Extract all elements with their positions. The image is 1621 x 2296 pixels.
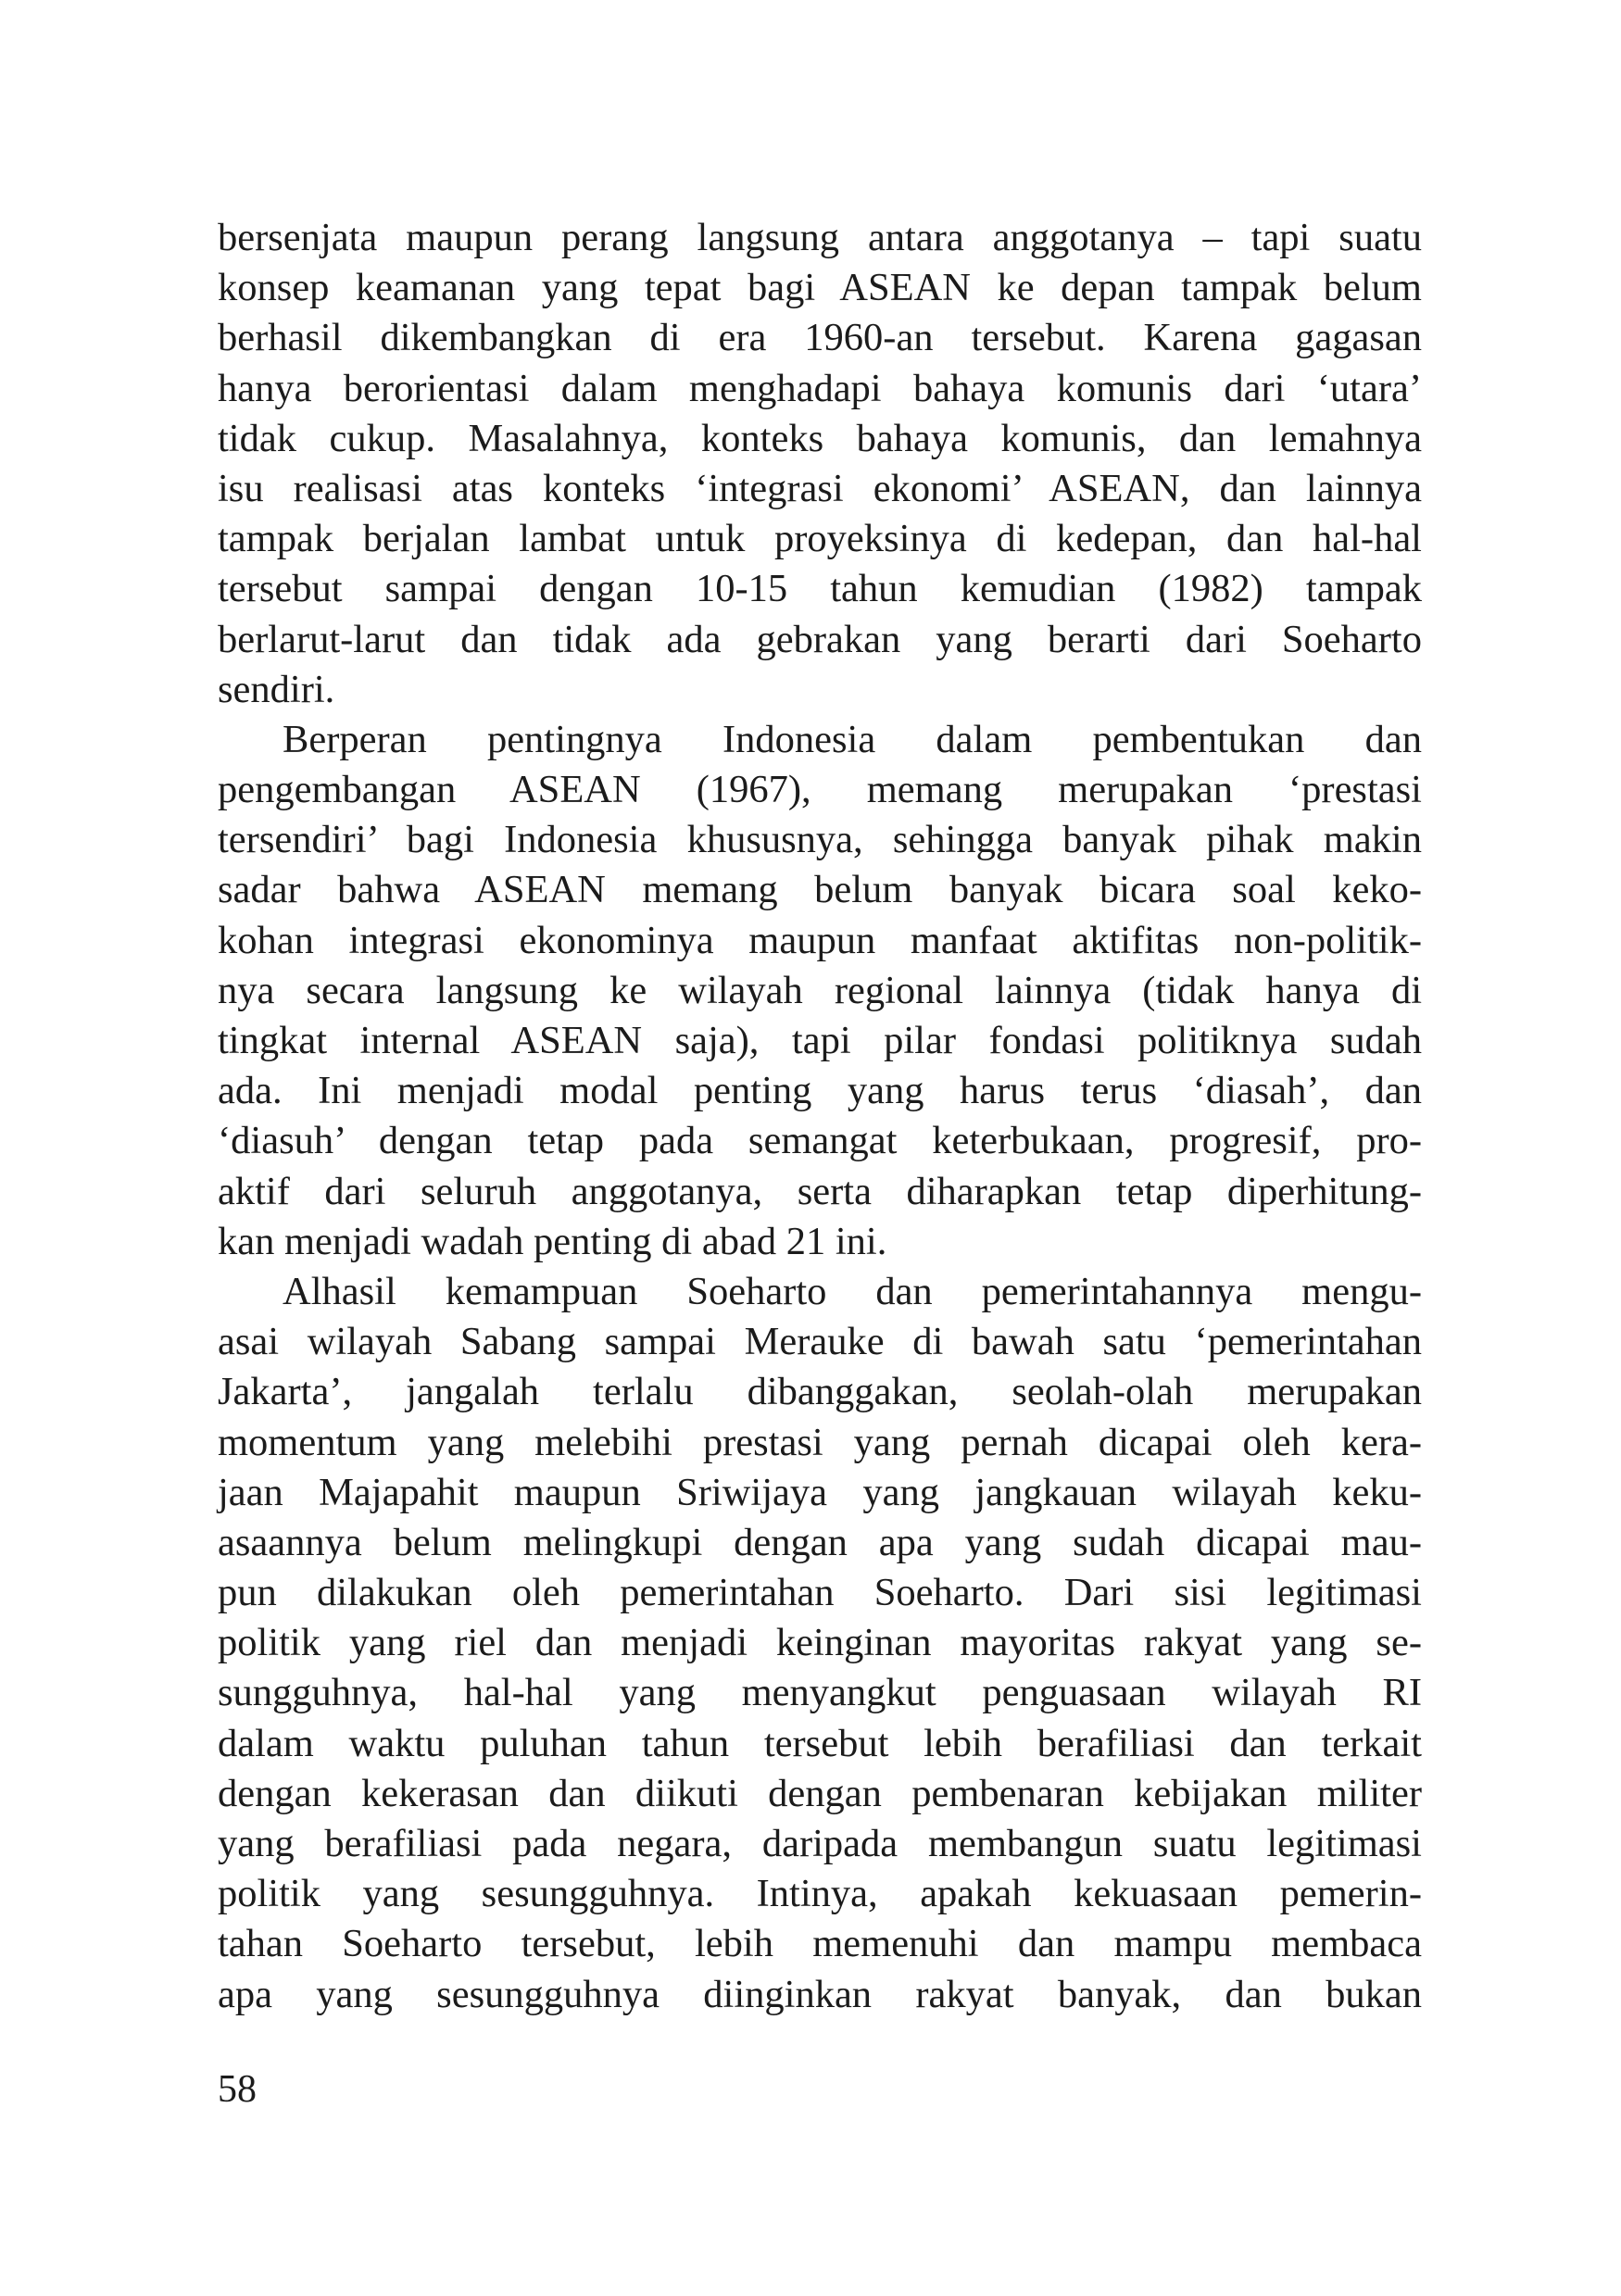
text-line: isu realisasi atas konteks ‘integrasi ekonomi’ ASEAN, dan lainnya: [218, 466, 1422, 510]
text-line: sadar bahwa ASEAN memang belum banyak bicara soal keko-: [218, 868, 1422, 912]
page-number: 58: [218, 2068, 257, 2111]
paragraph-2: [218, 715, 1422, 1267]
text-line: dalam waktu puluhan tahun tersebut lebih berafiliasi dan terkait: [218, 1721, 1422, 1765]
text-line: tingkat internal ASEAN saja), tapi pilar fondasi politiknya sudah: [218, 1019, 1422, 1062]
text-line: berhasil dikembangkan di era 1960-an tersebut. Karena gagasan: [218, 316, 1422, 360]
text-line: pun dilakukan oleh pemerintahan Soeharto. Dari sisi legitimasi: [218, 1571, 1422, 1615]
text-line: asai wilayah Sabang sampai Merauke di bawah satu ‘pemerintahan: [218, 1320, 1422, 1364]
text-line: pengembangan ASEAN (1967), memang merupakan ‘prestasi: [218, 768, 1422, 812]
body-text: [218, 213, 1422, 2020]
text-line: kan menjadi wadah penting di abad 21 ini.: [218, 1219, 887, 1263]
text-line: hanya berorientasi dalam menghadapi bahaya komunis dari ‘utara’: [218, 366, 1422, 410]
text-line: sungguhnya, hal-hal yang menyangkut penguasaan wilayah RI: [218, 1671, 1422, 1715]
text-line: apa yang sesungguhnya diinginkan rakyat banyak, dan bukan: [218, 1972, 1422, 2016]
text-line: tampak berjalan lambat untuk proyeksinya di kedepan, dan hal-hal: [218, 517, 1422, 561]
paragraph-3: [218, 1267, 1422, 2020]
text-line: ada. Ini menjadi modal penting yang harus terus ‘diasah’, dan: [218, 1069, 1422, 1113]
text-line: Alhasil kemampuan Soeharto dan pemerintahannya mengu-: [283, 1269, 1422, 1313]
text-line: sendiri.: [218, 667, 335, 711]
text-line: tersendiri’ bagi Indonesia khususnya, sehingga banyak pihak makin: [218, 818, 1422, 862]
text-line: konsep keamanan yang tepat bagi ASEAN ke depan tampak belum: [218, 266, 1422, 310]
text-line: dengan kekerasan dan diikuti dengan pembenaran kebijakan militer: [218, 1771, 1422, 1815]
text-line: yang berafiliasi pada negara, daripada membangun suatu legitimasi: [218, 1822, 1422, 1865]
text-line: tersebut sampai dengan 10-15 tahun kemudian (1982) tampak: [218, 567, 1422, 611]
text-line: Jakarta’, jangalah terlalu dibanggakan, seolah-olah merupakan: [218, 1370, 1422, 1414]
text-line: jaan Majapahit maupun Sriwijaya yang jangkauan wilayah keku-: [218, 1470, 1422, 1514]
text-line: tahan Soeharto tersebut, lebih memenuhi dan mampu membaca: [218, 1922, 1422, 1966]
text-line: nya secara langsung ke wilayah regional lainnya (tidak hanya di: [218, 968, 1422, 1012]
paragraph-1: [218, 213, 1422, 715]
text-line: politik yang riel dan menjadi keinginan mayoritas rakyat yang se-: [218, 1621, 1422, 1665]
text-line: ‘diasuh’ dengan tetap pada semangat keterbukaan, progresif, pro-: [218, 1119, 1422, 1163]
text-line: aktif dari seluruh anggotanya, serta diharapkan tetap diperhitung-: [218, 1169, 1422, 1213]
text-line: momentum yang melebihi prestasi yang pernah dicapai oleh kera-: [218, 1420, 1422, 1464]
text-line: berlarut-larut dan tidak ada gebrakan yang berarti dari Soeharto: [218, 617, 1422, 661]
text-line: asaannya belum melingkupi dengan apa yang sudah dicapai mau-: [218, 1520, 1422, 1564]
text-line: tidak cukup. Masalahnya, konteks bahaya komunis, dan lemahnya: [218, 416, 1422, 460]
text-line: politik yang sesungguhnya. Intinya, apakah kekuasaan pemerin-: [218, 1872, 1422, 1916]
text-line: bersenjata maupun perang langsung antara anggotanya – tapi suatu: [218, 216, 1422, 259]
text-line: kohan integrasi ekonominya maupun manfaat aktifitas non-politik-: [218, 918, 1422, 962]
text-line: Berperan pentingnya Indonesia dalam pembentukan dan: [283, 717, 1422, 761]
